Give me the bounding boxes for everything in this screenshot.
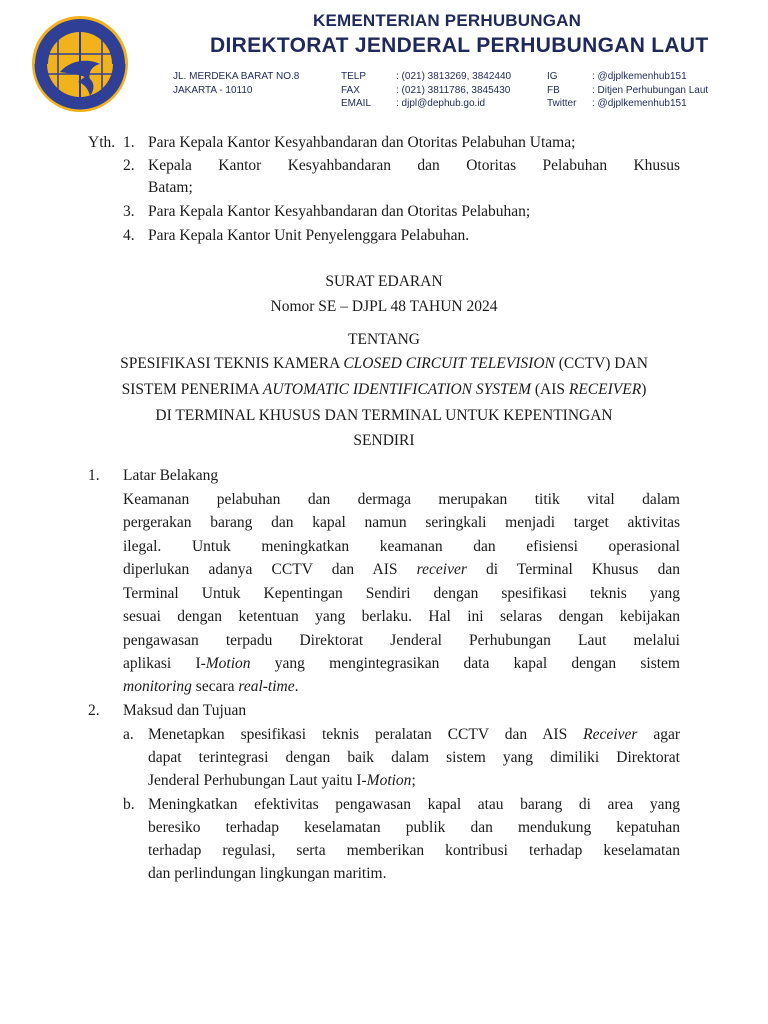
- title-line-4: SENDIRI: [353, 432, 415, 449]
- document-number: Nomor SE – DJPL 48 TAHUN 2024: [270, 298, 498, 315]
- point-b-line-4: dan perlindungan lingkungan maritim.: [148, 865, 387, 882]
- title-line-3: DI TERMINAL KHUSUS DAN TERMINAL UNTUK KEPENTINGAN: [155, 407, 613, 424]
- addressee-prefix: Yth.: [88, 134, 116, 151]
- twitter-label: Twitter: [547, 98, 577, 109]
- title-line-1: SPESIFIKASI TEKNIS KAMERA CLOSED CIRCUIT TELEVISION (CCTV) DAN: [120, 355, 648, 372]
- telp-value: : (021) 3813269, 3842440: [396, 71, 512, 82]
- email-value: : djpl@dephub.go.id: [396, 98, 486, 109]
- point-a-line-2: dapat terintegrasi dengan baik dalam sistem yang dimiliki Direktorat: [148, 749, 680, 766]
- fax-value: : (021) 3811786, 3845430: [396, 85, 511, 96]
- section-1-line-4: diperlukan adanya CCTV dan AIS receiver di Terminal Khusus dan: [123, 561, 681, 578]
- fb-label: FB: [547, 85, 560, 96]
- section-1-line-8: aplikasi I-Motion yang mengintegrasikan data kapal dengan sistem: [123, 655, 680, 672]
- section-1-line-3: ilegal. Untuk meningkatkan keamanan dan efisiensi operasional: [123, 538, 680, 555]
- about-label: TENTANG: [348, 331, 420, 348]
- document-type: SURAT EDARAN: [325, 273, 443, 290]
- addressee-2-line-1: Kepala Kantor Kesyahbandaran dan Otoritas Pelabuhan Khusus: [148, 157, 680, 174]
- telp-label: TELP: [341, 71, 367, 82]
- addressee-3: Para Kepala Kantor Kesyahbandaran dan Otoritas Pelabuhan;: [148, 203, 531, 220]
- email-label: EMAIL: [341, 98, 372, 109]
- point-b-label: b.: [123, 796, 135, 813]
- section-2-title: Maksud dan Tujuan: [123, 702, 247, 719]
- point-a-label: a.: [123, 726, 134, 743]
- twitter-value: : @djplkemenhub151: [592, 98, 687, 109]
- section-1-line-6: sesuai dengan ketentuan yang berlaku. Hal ini selaras dengan kebijakan: [123, 608, 680, 625]
- addressee-2-number: 2.: [123, 157, 135, 174]
- addressee-4: Para Kepala Kantor Unit Penyelenggara Pelabuhan.: [148, 227, 470, 244]
- point-a-line-1: Menetapkan spesifikasi teknis peralatan CCTV dan AIS Receiver agar: [148, 726, 681, 743]
- ministry-name: KEMENTERIAN PERHUBUNGAN: [313, 11, 582, 30]
- addressee-2-line-2: Batam;: [148, 179, 193, 196]
- ministry-emblem-icon: [30, 14, 130, 114]
- section-1-line-9: monitoring secara real-time.: [123, 678, 299, 695]
- fb-value: : Ditjen Perhubungan Laut: [592, 85, 709, 96]
- addressee-1-number: 1.: [123, 134, 135, 151]
- point-a-line-3: Jenderal Perhubungan Laut yaitu I-Motion;: [148, 772, 416, 789]
- point-b-line-1: Meningkatkan efektivitas pengawasan kapal atau barang di area yang: [148, 796, 680, 813]
- fax-label: FAX: [341, 85, 360, 96]
- directorate-name: DIREKTORAT JENDERAL PERHUBUNGAN LAUT: [210, 34, 709, 57]
- point-b-line-3: terhadap regulasi, serta memberikan kontribusi terhadap keselamatan: [148, 842, 680, 859]
- addressee-3-number: 3.: [123, 203, 135, 220]
- title-line-2: SISTEM PENERIMA AUTOMATIC IDENTIFICATION SYSTEM (AIS RECEIVER): [121, 381, 647, 398]
- section-1-line-5: Terminal Untuk Kepentingan Sendiri dengan spesifikasi teknis yang: [123, 585, 680, 602]
- section-1-line-2: pergerakan barang dan kapal namun seringkali menjadi target aktivitas: [123, 514, 680, 531]
- address-street: JL. MERDEKA BARAT NO.8: [173, 71, 300, 82]
- ig-label: IG: [547, 71, 558, 82]
- addressee-4-number: 4.: [123, 227, 135, 244]
- section-1-line-7: pengawasan terpadu Direktorat Jenderal Perhubungan Laut melalui: [123, 632, 680, 649]
- section-1-title: Latar Belakang: [123, 467, 219, 484]
- section-1-number: 1.: [88, 467, 100, 484]
- ig-value: : @djplkemenhub151: [592, 71, 687, 82]
- point-b-line-2: beresiko terhadap keselamatan publik dan mendukung kepatuhan: [148, 819, 680, 836]
- section-1-line-1: Keamanan pelabuhan dan dermaga merupakan titik vital dalam: [123, 491, 680, 508]
- addressee-1: Para Kepala Kantor Kesyahbandaran dan Otoritas Pelabuhan Utama;: [148, 134, 576, 151]
- section-2-number: 2.: [88, 702, 100, 719]
- address-city: JAKARTA - 10110: [173, 85, 253, 96]
